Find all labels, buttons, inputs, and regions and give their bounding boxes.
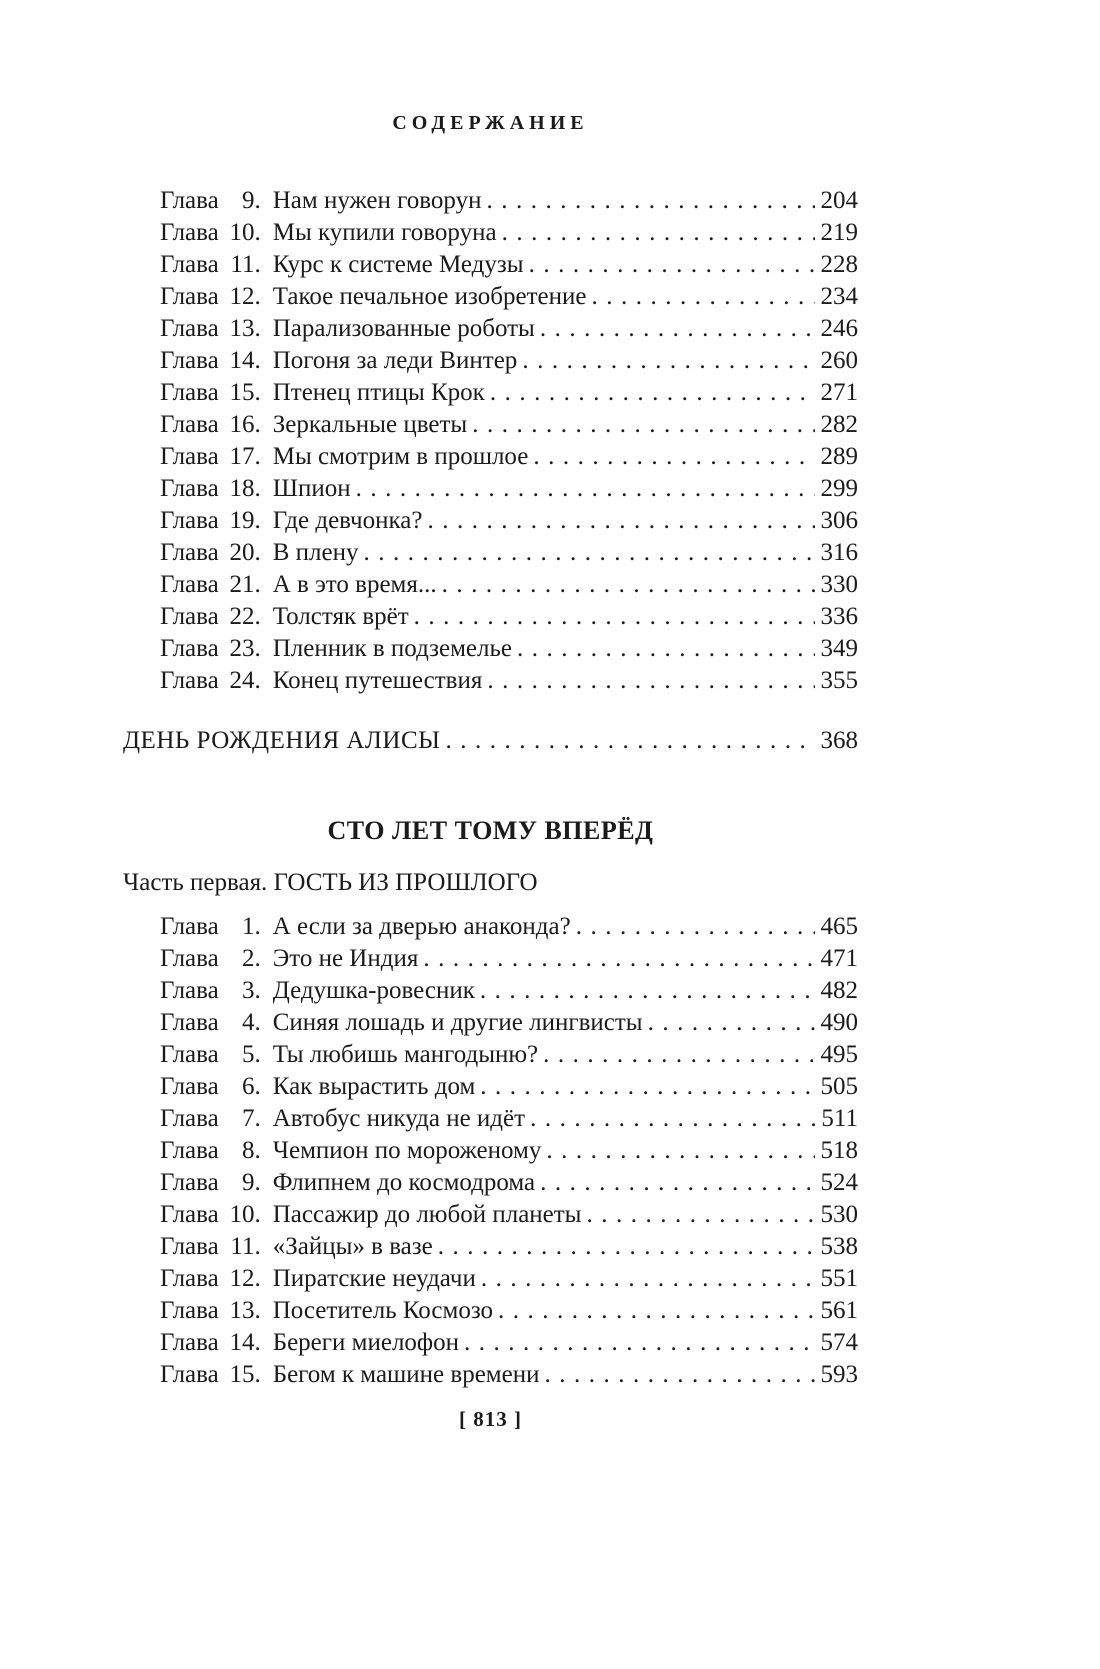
toc-entry: [123, 217, 858, 249]
toc-entry: [123, 1167, 858, 1199]
chapter-title: Парализованные роботы: [272, 315, 535, 342]
chapter-number: 7.: [241, 1105, 261, 1132]
page-number: 518: [820, 1137, 858, 1164]
chapter-number: 12.: [229, 1265, 261, 1292]
chapter-number: 23.: [229, 635, 261, 662]
page-number: 316: [820, 539, 858, 566]
chapter-word: Глава: [160, 1041, 219, 1068]
chapter-title: Автобус никуда не идёт: [272, 1105, 526, 1132]
toc-entry: [123, 1039, 858, 1071]
book2-title: СТО ЛЕТ ТОМУ ВПЕРЁД: [327, 816, 654, 845]
page-number: 368: [820, 727, 858, 754]
chapter-title: Толстяк врёт: [272, 603, 409, 630]
toc-entry: [123, 345, 858, 377]
toc-entry: [123, 281, 858, 313]
page-number: 495: [820, 1041, 858, 1068]
chapter-number: 24.: [229, 667, 261, 694]
toc-entry: [123, 569, 858, 601]
toc-section-book2: [123, 911, 858, 1391]
chapter-word: Глава: [160, 913, 219, 940]
toc-entry: [123, 633, 858, 665]
chapter-title: Пленник в подземелье: [272, 635, 512, 662]
chapter-number: 12.: [229, 283, 261, 310]
chapter-word: Глава: [160, 1265, 219, 1292]
chapter-word: Глава: [160, 667, 219, 694]
toc-entry: [123, 537, 858, 569]
chapter-title: Зеркальные цветы: [272, 411, 468, 438]
chapter-word: Глава: [160, 945, 219, 972]
chapter-title: Нам нужен говорун: [272, 187, 482, 214]
chapter-word: Глава: [160, 251, 219, 278]
chapter-title: Синяя лошадь и другие лингвисты: [272, 1009, 643, 1036]
dot-leader: [486, 185, 814, 217]
dot-leader: [356, 473, 815, 505]
toc-entry: [123, 185, 858, 217]
chapter-title: Это не Индия: [272, 945, 419, 972]
page-number: 511: [821, 1105, 858, 1132]
toc-entry: [123, 1135, 858, 1167]
toc-entry: [123, 505, 858, 537]
chapter-title: Посетитель Космозо: [272, 1297, 494, 1324]
toc-entry: [123, 601, 858, 633]
toc-entry: [123, 1007, 858, 1039]
dot-leader: [576, 911, 815, 943]
toc-entry: [123, 249, 858, 281]
dot-leader: [586, 1199, 814, 1231]
toc-header: СОДЕРЖАНИЕ: [392, 112, 589, 134]
toc-entry: [123, 1359, 858, 1391]
chapter-word: Глава: [160, 539, 219, 566]
dot-leader: [533, 441, 814, 473]
chapter-number: 2.: [241, 945, 261, 972]
chapter-word: Глава: [160, 977, 219, 1004]
section-entry-title: ДЕНЬ РОЖДЕНИЯ АЛИСЫ: [123, 727, 441, 754]
page-number: 306: [820, 507, 858, 534]
chapter-title: Такое печальное изобретение: [272, 283, 587, 310]
chapter-word: Глава: [160, 571, 219, 598]
dot-leader: [438, 1231, 815, 1263]
chapter-word: Глава: [160, 1073, 219, 1100]
dot-leader: [480, 1071, 814, 1103]
toc-content: [123, 112, 858, 1432]
page-number: 593: [820, 1361, 858, 1388]
chapter-word: Глава: [160, 603, 219, 630]
chapter-number: 22.: [229, 603, 261, 630]
toc-entry: [123, 1295, 858, 1327]
page-number: 524: [820, 1169, 858, 1196]
page-number: 490: [820, 1009, 858, 1036]
toc-entry: [123, 1231, 858, 1263]
chapter-word: Глава: [160, 315, 219, 342]
chapter-title: Шпион: [272, 475, 351, 502]
page-number: 349: [820, 635, 858, 662]
chapter-word: Глава: [160, 1009, 219, 1036]
chapter-title: Мы купили говоруна: [272, 219, 497, 246]
chapter-title: А если за дверью анаконда?: [272, 913, 571, 940]
dot-leader: [445, 725, 814, 757]
dot-leader: [522, 345, 814, 377]
dot-leader: [464, 1327, 815, 1359]
dot-leader: [427, 505, 814, 537]
page-number: 355: [820, 667, 858, 694]
chapter-title: Мы смотрим в прошлое: [272, 443, 529, 470]
chapter-number: 6.: [241, 1073, 261, 1100]
dot-leader: [481, 1263, 815, 1295]
chapter-number: 21.: [229, 571, 261, 598]
toc-entry: [123, 1263, 858, 1295]
chapter-title: Пиратские неудачи: [272, 1265, 476, 1292]
chapter-word: Глава: [160, 475, 219, 502]
chapter-title: Ты любишь мангодыню?: [272, 1041, 539, 1068]
toc-section-book1: [123, 185, 858, 697]
chapter-title: Пассажир до любой планеты: [272, 1201, 582, 1228]
chapter-word: Глава: [160, 219, 219, 246]
page-number: 234: [820, 283, 858, 310]
page-number: 551: [820, 1265, 858, 1292]
chapter-word: Глава: [160, 507, 219, 534]
toc-entry: [123, 975, 858, 1007]
chapter-title: Курс к системе Медузы: [272, 251, 524, 278]
chapter-number: 11.: [230, 251, 261, 278]
chapter-title: Флипнем до космодрома: [272, 1169, 536, 1196]
page-number: 228: [820, 251, 858, 278]
toc-entry: [123, 1199, 858, 1231]
chapter-number: 3.: [241, 977, 261, 1004]
toc-entry-alice-birthday: [123, 725, 858, 757]
dot-leader: [648, 1007, 815, 1039]
page-number: 561: [820, 1297, 858, 1324]
page-number: 482: [820, 977, 858, 1004]
chapter-word: Глава: [160, 379, 219, 406]
chapter-number: 13.: [229, 1297, 261, 1324]
chapter-word: Глава: [160, 443, 219, 470]
chapter-title: Чемпион по мороженому: [272, 1137, 542, 1164]
dot-leader: [423, 943, 814, 975]
chapter-word: Глава: [160, 635, 219, 662]
chapter-word: Глава: [160, 1297, 219, 1324]
toc-entry: [123, 409, 858, 441]
chapter-title: Погоня за леди Винтер: [272, 347, 518, 374]
dot-leader: [543, 1039, 814, 1071]
chapter-word: Глава: [160, 1201, 219, 1228]
chapter-number: 4.: [241, 1009, 261, 1036]
page-number: 574: [820, 1329, 858, 1356]
toc-entry: [123, 665, 858, 697]
chapter-number: 5.: [241, 1041, 261, 1068]
chapter-word: Глава: [160, 347, 219, 374]
chapter-number: 15.: [229, 1361, 261, 1388]
page-number: 219: [820, 219, 858, 246]
chapter-number: 15.: [229, 379, 261, 406]
toc-entry: [123, 1071, 858, 1103]
toc-entry: [123, 377, 858, 409]
dot-leader: [530, 1103, 815, 1135]
chapter-number: 13.: [229, 315, 261, 342]
chapter-number: 1.: [241, 913, 261, 940]
page-number: 246: [820, 315, 858, 342]
toc-entry: [123, 1103, 858, 1135]
page-number: 471: [820, 945, 858, 972]
chapter-word: Глава: [160, 1169, 219, 1196]
chapter-title: Как вырастить дом: [272, 1073, 476, 1100]
page-number: 289: [820, 443, 858, 470]
chapter-number: 11.: [230, 1233, 261, 1260]
chapter-number: 8.: [241, 1137, 261, 1164]
dot-leader: [502, 217, 815, 249]
book2-part-title: Часть первая. ГОСТЬ ИЗ ПРОШЛОГО: [123, 869, 538, 896]
dot-leader: [544, 1359, 814, 1391]
folio-page-number: [ 813 ]: [459, 1407, 522, 1431]
dot-leader: [480, 975, 815, 1007]
dot-leader: [498, 1295, 814, 1327]
chapter-title: Птенец птицы Крок: [272, 379, 485, 406]
chapter-title: Где девчонка?: [272, 507, 423, 534]
page-number: 271: [820, 379, 858, 406]
toc-entry: [123, 473, 858, 505]
chapter-title: В плену: [272, 539, 359, 566]
toc-entry: [123, 313, 858, 345]
dot-leader: [591, 281, 814, 313]
chapter-title: Дедушка-ровесник: [272, 977, 475, 1004]
dot-leader: [363, 537, 814, 569]
page-number: 505: [820, 1073, 858, 1100]
chapter-word: Глава: [160, 1137, 219, 1164]
chapter-word: Глава: [160, 1361, 219, 1388]
toc-entry: [123, 1327, 858, 1359]
chapter-title: «Зайцы» в вазе: [272, 1233, 433, 1260]
dot-leader: [414, 601, 815, 633]
dot-leader: [490, 377, 815, 409]
dot-leader: [487, 665, 814, 697]
dot-leader: [529, 249, 815, 281]
page-number: 538: [820, 1233, 858, 1260]
chapter-number: 19.: [229, 507, 261, 534]
chapter-number: 14.: [229, 1329, 261, 1356]
chapter-title: А в это время...: [272, 571, 437, 598]
chapter-number: 16.: [229, 411, 261, 438]
page-number: 336: [820, 603, 858, 630]
chapter-number: 17.: [229, 443, 261, 470]
chapter-word: Глава: [160, 1233, 219, 1260]
toc-entry: [123, 911, 858, 943]
page-number: 260: [820, 347, 858, 374]
chapter-title: Конец путешествия: [272, 667, 483, 694]
chapter-number: 14.: [229, 347, 261, 374]
chapter-number: 9.: [241, 1169, 261, 1196]
toc-entry: [123, 441, 858, 473]
chapter-title: Береги миелофон: [272, 1329, 459, 1356]
chapter-word: Глава: [160, 187, 219, 214]
page-number: 204: [820, 187, 858, 214]
chapter-number: 9.: [241, 187, 261, 214]
dot-leader: [472, 409, 814, 441]
chapter-word: Глава: [160, 1105, 219, 1132]
page-number: 465: [820, 913, 858, 940]
chapter-number: 10.: [229, 219, 261, 246]
chapter-number: 10.: [229, 1201, 261, 1228]
chapter-title: Бегом к машине времени: [272, 1361, 540, 1388]
dot-leader: [546, 1135, 814, 1167]
page-number: 530: [820, 1201, 858, 1228]
page-number: 282: [820, 411, 858, 438]
dot-leader: [517, 633, 815, 665]
chapter-number: 18.: [229, 475, 261, 502]
chapter-word: Глава: [160, 411, 219, 438]
chapter-word: Глава: [160, 1329, 219, 1356]
dot-leader: [540, 1167, 814, 1199]
dot-leader: [540, 313, 815, 345]
page-number: 330: [820, 571, 858, 598]
toc-entry: [123, 943, 858, 975]
chapter-number: 20.: [229, 539, 261, 566]
chapter-word: Глава: [160, 283, 219, 310]
page-number: 299: [820, 475, 858, 502]
dot-leader: [442, 569, 815, 601]
